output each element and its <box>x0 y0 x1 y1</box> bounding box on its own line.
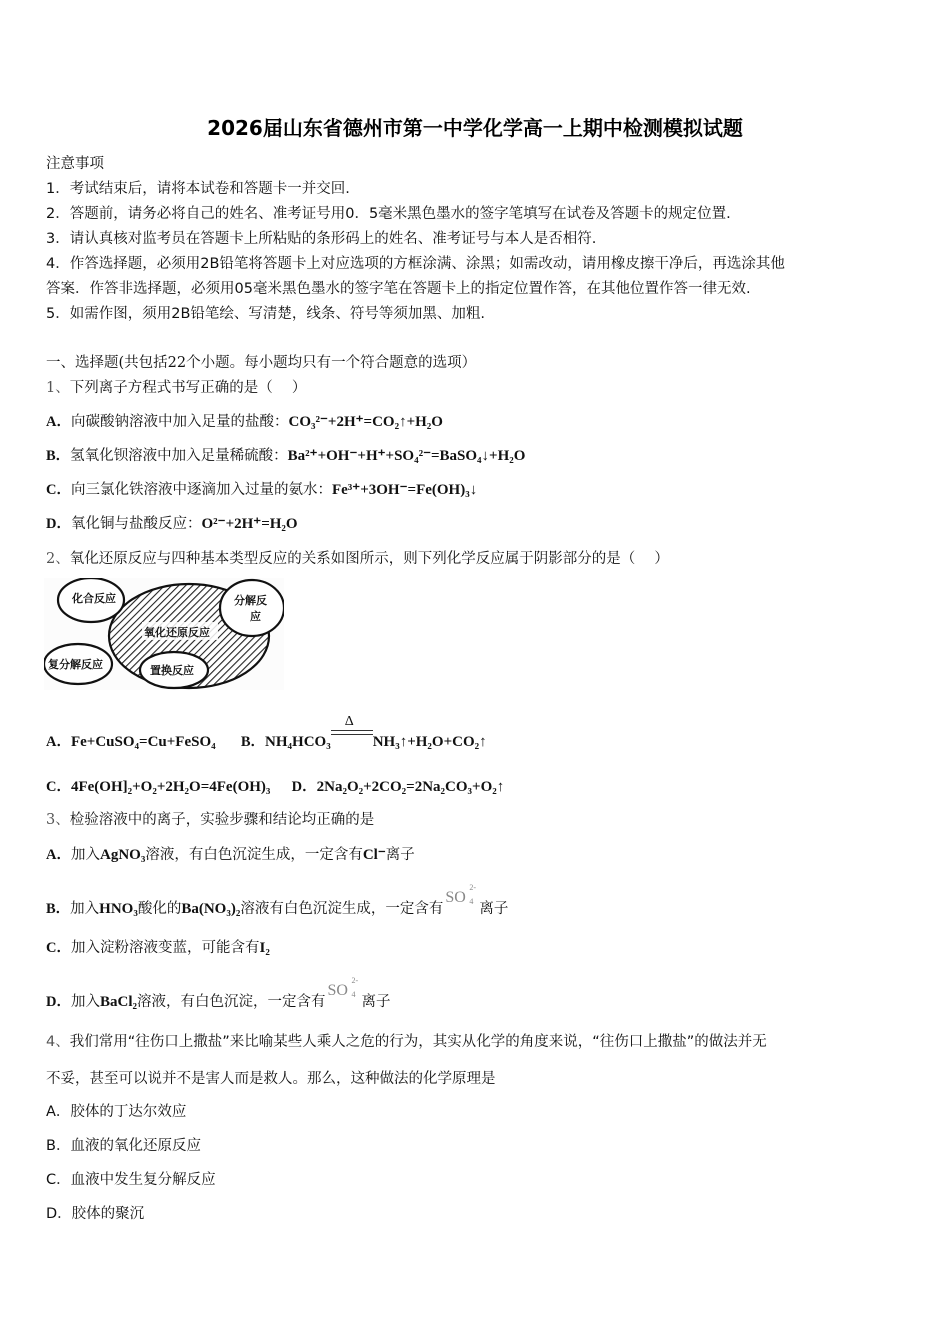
option-text: 加入淀粉溶液变蓝，可能含有 <box>70 940 260 956</box>
ion-charge: 2- <box>469 883 477 892</box>
ion-base: SO <box>327 982 348 999</box>
question-number: 3、 <box>46 812 70 828</box>
option-letter: B． <box>46 448 71 464</box>
notice-item-4: 4．作答选择题，必须用2B铅笔将答题卡上对应选项的方框涂满、涂黑；如需改动，请用橡皮擦干净后，再选涂其他 <box>46 256 785 272</box>
section-heading: 一、选择题(共包括22个小题。每小题均只有一个符合题意的选项） <box>46 355 477 371</box>
q4-option-a[interactable]: A．胶体的丁达尔效应 <box>46 1104 187 1120</box>
option-text: 氧化铜与盐酸反应： <box>70 516 202 532</box>
option-formula: CO₃²⁻+2H⁺=CO₂↑+H₂O <box>288 414 443 430</box>
option-text: 离子 <box>361 994 391 1010</box>
question-number: 1、 <box>46 380 70 396</box>
q4-option-d[interactable]: D．胶体的聚沉 <box>46 1206 145 1222</box>
option-formula: 2Na₂O₂+2CO₂=2Na₂CO₃+O₂↑ <box>316 779 505 795</box>
notice-item-2: 2．答题前，请务必将自己的姓名、准考证号用0．5毫米黑色墨水的签字笔填写在试卷及答题卡的规定位置. <box>46 206 731 222</box>
label-decomposition-cont: 应 <box>250 610 261 623</box>
question-text: 检验溶液中的离子，实验步骤和结论均正确的是 <box>69 812 375 828</box>
option-text: 加入 <box>70 901 100 917</box>
option-text: 溶液有白色沉淀生成，一定含有 <box>240 901 444 917</box>
q2-option-a[interactable] <box>46 734 216 750</box>
question-2-stem <box>46 547 669 568</box>
option-formula: HNO₃ <box>99 901 138 917</box>
option-formula: Fe³⁺+3OH⁻=Fe(OH)₃↓ <box>331 482 478 498</box>
option-text: 酸化的 <box>137 901 182 917</box>
option-text: 溶液，有白色沉淀生成，一定含有 <box>145 847 363 863</box>
ion-subscript: 4 <box>351 990 356 999</box>
reaction-venn-diagram <box>44 578 284 690</box>
option-formula: BaCl₂ <box>99 994 137 1010</box>
option-formula: I₂ <box>259 940 270 956</box>
question-number: 4、 <box>46 1034 70 1050</box>
delta-symbol: Δ <box>344 714 354 729</box>
q1-option-a[interactable] <box>46 410 443 431</box>
q2-options-row-1 <box>46 714 487 751</box>
notice-item-3: 3．请认真核对监考员在答题卡上所粘贴的条形码上的姓名、准考证号与本人是否相符. <box>46 231 597 247</box>
q2-option-b[interactable] <box>240 714 487 750</box>
notice-item-4-cont: 答案．作答非选择题，必须用05毫米黑色墨水的签字笔在答题卡上的指定位置作答，在其他位置作答一律无效. <box>46 281 751 297</box>
q3-option-b[interactable] <box>46 883 509 918</box>
question-1-stem <box>46 376 306 397</box>
option-text: 氢氧化钡溶液中加入足量稀硫酸： <box>70 448 288 464</box>
question-text: 下列离子方程式书写正确的是（ ） <box>69 380 307 396</box>
q3-option-a[interactable] <box>46 843 415 864</box>
q3-option-c[interactable] <box>46 936 270 957</box>
q2-option-c[interactable] <box>46 779 270 795</box>
option-letter: A． <box>46 734 71 750</box>
heat-condition-equals-sign <box>331 714 373 744</box>
option-letter: D． <box>46 516 71 532</box>
q2-options-row-2 <box>46 775 504 796</box>
label-displacement: 置换反应 <box>150 664 194 677</box>
sulfate-ion-formula <box>443 883 479 907</box>
option-text: 向三氯化铁溶液中逐滴加入过量的氨水： <box>70 482 332 498</box>
option-formula: Ba²⁺+OH⁻+H⁺+SO₄²⁻=BaSO₄↓+H₂O <box>287 448 526 464</box>
option-text: 加入 <box>70 847 100 863</box>
option-text: 离子 <box>479 901 509 917</box>
option-text: 向碳酸钠溶液中加入足量的盐酸： <box>70 414 289 430</box>
q2-option-d[interactable] <box>292 779 505 795</box>
label-combination: 化合反应 <box>72 592 116 605</box>
option-letter: B． <box>240 734 266 750</box>
document-title: 2026届山东省德州市第一中学化学高一上期中检测模拟试题 <box>207 116 743 140</box>
label-decomposition: 分解反 <box>234 594 267 607</box>
option-letter: D． <box>46 994 71 1010</box>
ion-charge: 2- <box>351 976 359 985</box>
question-text: 氧化还原反应与四种基本类型反应的关系如图所示，则下列化学反应属于阴影部分的是（ ） <box>69 551 669 567</box>
q4-option-b[interactable]: B．血液的氧化还原反应 <box>46 1138 201 1154</box>
question-4-stem-cont: 不妥，甚至可以说并不是害人而是救人。那么，这种做法的化学原理是 <box>46 1071 496 1087</box>
notice-item-5: 5．如需作图，须用2B铅笔绘、写清楚，线条、符号等须加黑、加粗. <box>46 306 486 322</box>
question-text: 我们常用“往伤口上撒盐”来比喻某些人乘人之危的行为，其实从化学的角度来说，“往伤口上撒盐”的做法并无 <box>69 1034 767 1050</box>
notice-heading: 注意事项 <box>46 156 104 172</box>
option-text: 离子 <box>385 847 415 863</box>
option-formula-right: NH₃↑+H₂O+CO₂↑ <box>372 734 487 750</box>
sulfate-ion-formula <box>326 976 362 1000</box>
q4-option-c[interactable]: C．血液中发生复分解反应 <box>46 1172 216 1188</box>
ion-subscript: 4 <box>469 897 474 906</box>
question-4-stem <box>46 1030 767 1051</box>
option-formula-left: NH₄HCO₃ <box>265 734 331 750</box>
option-formula: AgNO₃ <box>99 847 146 863</box>
option-letter: B． <box>46 901 71 917</box>
q1-option-d[interactable] <box>46 512 298 533</box>
option-letter: A． <box>46 847 71 863</box>
option-letter: D． <box>291 779 317 795</box>
q1-option-c[interactable] <box>46 478 477 499</box>
option-letter: A． <box>46 414 71 430</box>
option-letter: C． <box>46 482 71 498</box>
option-formula: Ba(NO₃)₂ <box>181 901 241 917</box>
question-number: 2、 <box>46 551 70 567</box>
option-formula: Cl⁻ <box>362 847 386 863</box>
label-double-decomposition: 复分解反应 <box>48 658 103 671</box>
label-redox: 氧化还原反应 <box>144 626 210 639</box>
option-text: 溶液，有白色沉淀，一定含有 <box>137 994 326 1010</box>
q1-option-b[interactable] <box>46 444 525 465</box>
q3-option-d[interactable] <box>46 976 391 1011</box>
option-formula: 4Fe(OH]₂+O₂+2H₂O=4Fe(OH)₃ <box>70 779 271 795</box>
option-letter: C． <box>46 779 71 795</box>
option-formula: Fe+CuSO₄=Cu+FeSO₄ <box>70 734 216 750</box>
option-formula: O²⁻+2H⁺=H₂O <box>201 516 298 532</box>
option-letter: C． <box>46 940 71 956</box>
notice-item-1: 1．考试结束后，请将本试卷和答题卡一并交回. <box>46 181 350 197</box>
ion-base: SO <box>445 889 466 906</box>
option-text: 加入 <box>70 994 100 1010</box>
question-3-stem <box>46 808 374 829</box>
